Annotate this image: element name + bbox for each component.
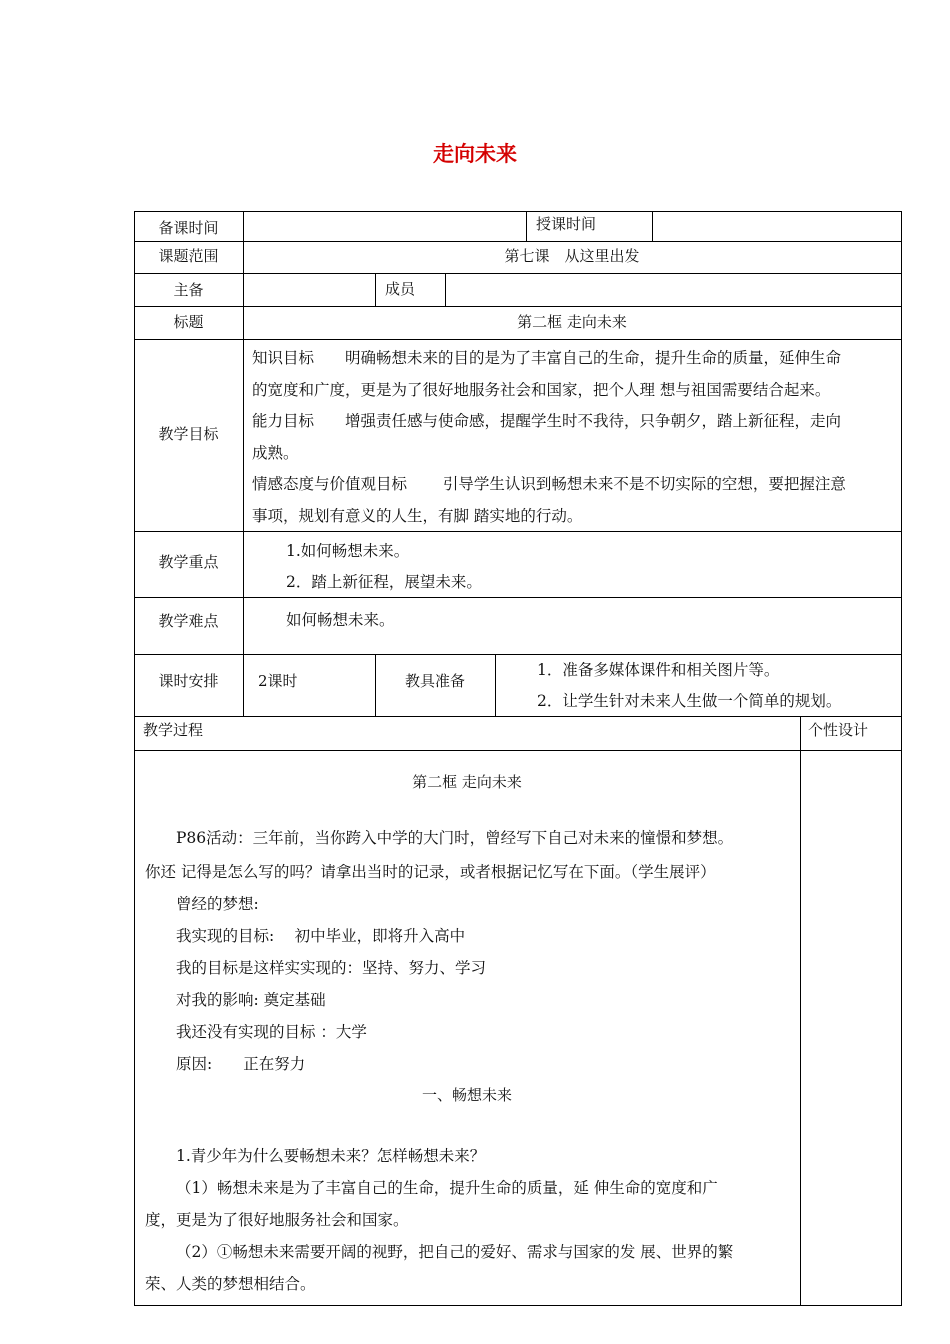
process-line: 对我的影响: 奠定基础 bbox=[176, 991, 326, 1009]
process-section-title: 第二框 走向未来 bbox=[412, 773, 522, 791]
key-points-list bbox=[286, 536, 482, 598]
topic-label: 标题 bbox=[173, 313, 204, 331]
question-line: 度，更是为了很好地服务社会和国家。 bbox=[145, 1211, 409, 1229]
scope-value: 第七课 从这里出发 bbox=[504, 247, 640, 265]
design-label: 个性设计 bbox=[808, 721, 869, 739]
goals-line: 的宽度和广度，更是为了很好地服务社会和国家，把个人理 想与祖国需要结合起来。 bbox=[252, 380, 831, 399]
tools-item: 1．准备多媒体课件和相关图片等。 bbox=[537, 661, 780, 679]
process-line: 你还 记得是怎么写的吗？请拿出当时的记录，或者根据记忆写在下面。（学生展评） bbox=[145, 863, 716, 881]
process-line: 原因: 正在努力 bbox=[176, 1055, 306, 1073]
goals-line: 知识目标 明确畅想未来的目的是为了丰富自己的生命，提升生命的质量，延伸生命 bbox=[252, 349, 842, 367]
tools-label: 教具准备 bbox=[404, 672, 465, 690]
question-line: （2）①畅想未来需要开阔的视野，把自己的爱好、需求与国家的发 展、世界的繁 bbox=[176, 1243, 734, 1261]
difficulty-label: 教学难点 bbox=[158, 612, 219, 630]
process-line: P86活动：三年前，当你跨入中学的大门时，曾经写下自己对未来的憧憬和梦想。 bbox=[176, 829, 734, 847]
question-line: 荣、人类的梦想相结合。 bbox=[145, 1275, 316, 1293]
process-line: 我实现的目标: 初中毕业，即将升入高中 bbox=[176, 927, 466, 945]
schedule-value: 2课时 bbox=[258, 672, 298, 690]
members-label: 成员 bbox=[385, 280, 416, 298]
scope-label: 课题范围 bbox=[158, 247, 219, 265]
topic-value: 第二框 走向未来 bbox=[517, 313, 627, 331]
goals-line: 情感态度与价值观目标 引导学生认识到畅想未来不是不切实际的空想，要把握注意 bbox=[252, 475, 846, 493]
goals-line: 事项，规划有意义的人生，有脚 踏实地的行动。 bbox=[252, 506, 583, 525]
process-line: 我还没有实现的目标 ：大学 bbox=[176, 1023, 367, 1041]
lead-label: 主备 bbox=[173, 281, 204, 299]
question-line: 1.青少年为什么要畅想未来？怎样畅想未来？ bbox=[176, 1147, 486, 1165]
tools-item: 2．让学生针对未来人生做一个简单的规划。 bbox=[537, 692, 842, 710]
process-label: 教学过程 bbox=[143, 721, 204, 739]
goals-label: 教学目标 bbox=[158, 425, 219, 443]
question-line: （1）畅想未来是为了丰富自己的生命，提升生命的质量，延 伸生命的宽度和广 bbox=[176, 1179, 718, 1197]
teach-time-label: 授课时间 bbox=[536, 215, 597, 233]
goals-line: 能力目标 增强责任感与使命感，提醒学生时不我待，只争朝夕，踏上新征程，走向 bbox=[252, 412, 842, 430]
key-point-item: 1.如何畅想未来。 bbox=[286, 542, 410, 560]
tools-list bbox=[537, 655, 841, 717]
key-point-item: 2．踏上新征程，展望未来。 bbox=[286, 573, 482, 591]
key-points-label: 教学重点 bbox=[158, 553, 219, 571]
goals-line: 成熟。 bbox=[252, 443, 299, 462]
process-line: 我的目标是这样实实现的：坚持、努力、学习 bbox=[176, 959, 487, 977]
goals-text bbox=[252, 343, 846, 532]
difficulty-value: 如何畅想未来。 bbox=[286, 611, 395, 629]
document-title: 走向未来 bbox=[433, 142, 517, 166]
process-subheading: 一、畅想未来 bbox=[421, 1086, 512, 1104]
schedule-label: 课时安排 bbox=[158, 672, 219, 690]
prep-time-label: 备课时间 bbox=[158, 219, 219, 237]
process-line: 曾经的梦想: bbox=[176, 895, 259, 913]
